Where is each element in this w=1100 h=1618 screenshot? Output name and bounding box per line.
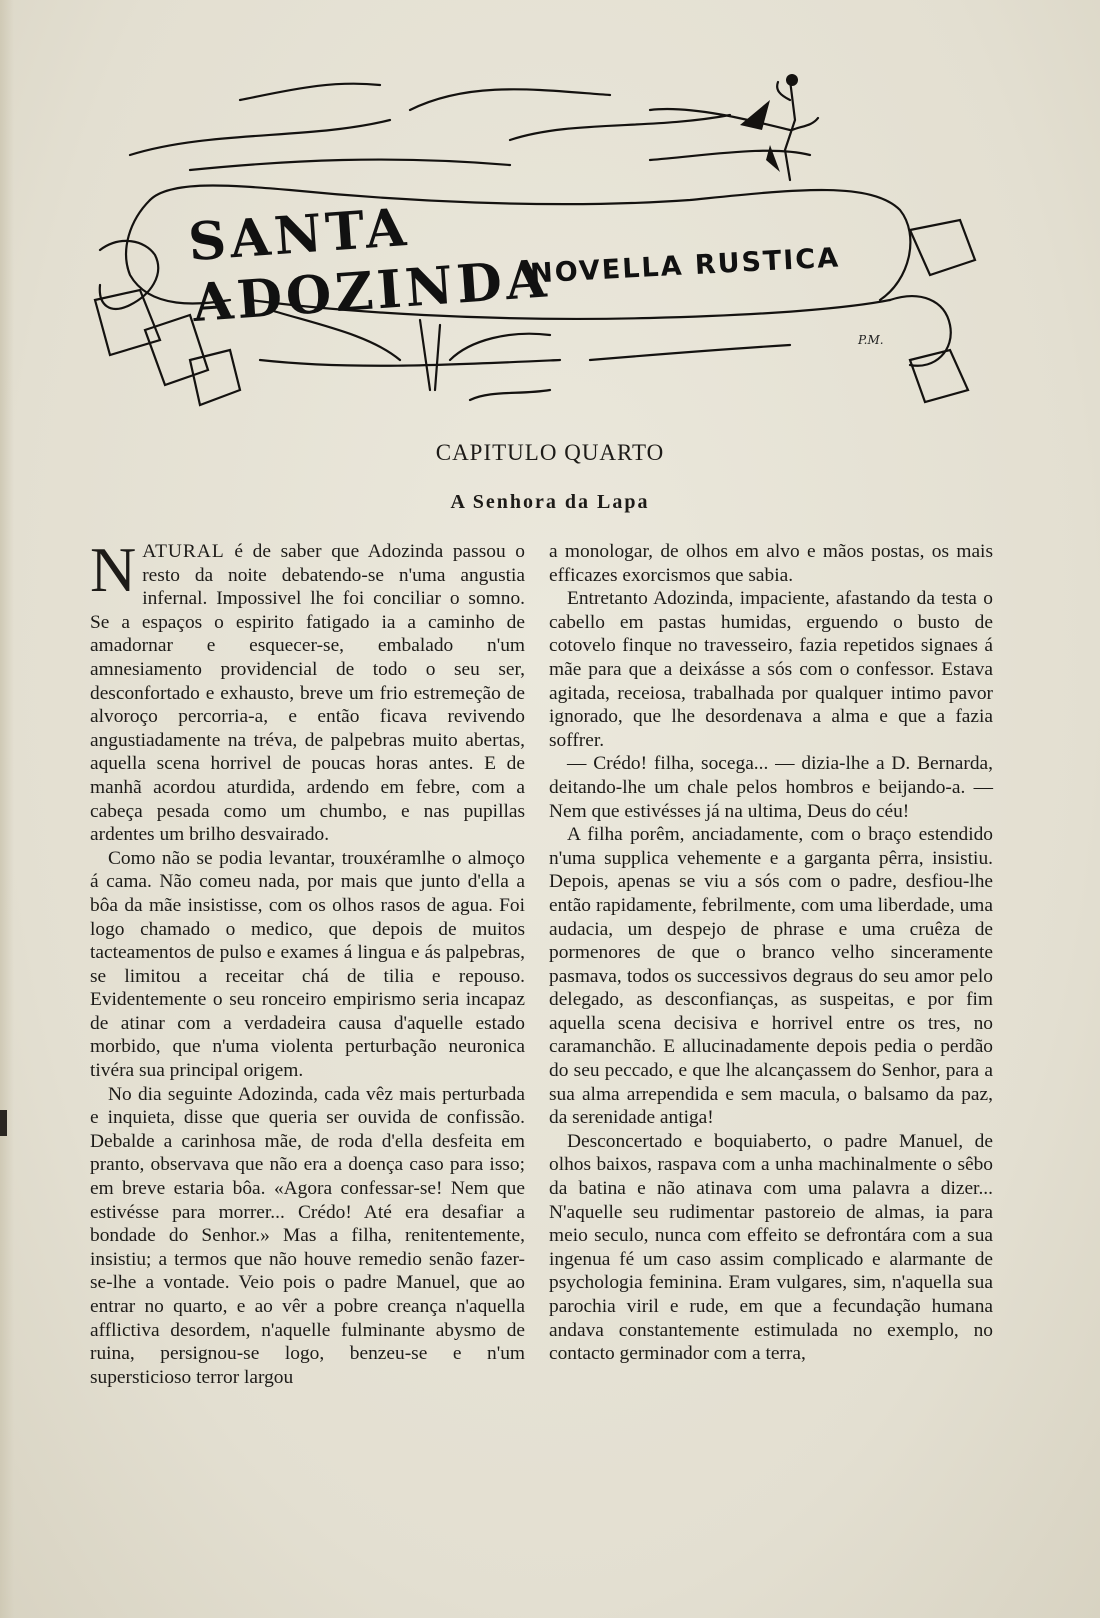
publication-subtitle: NOVELLA RUSTICA (529, 242, 841, 290)
paragraph-1 (90, 534, 525, 847)
paragraph-3: No dia seguinte Adozinda, cada vêz mais perturbada e inquieta, disse que queria ser ouvida de confissão. Debalde a carinhosa mãe, de roda d'ella desfeita em pranto, observava que não era a doença caso para isso; em breve estaria bôa. «Agora confessar-se! Nem que estivésse para morrer... Crédo! Até era desafiar a bondade do Senhor.» Mas a filha, renitentemente, insistiu; a termos que não houve remedio senão fazer-se-lhe a vontade. Veio pois o padre Manuel, que ao entrar no quarto, e ao vêr a pobre creança n'aquella afflictiva desordem, n'aquelle fulminante abysmo de ruina, persignou-se logo, benzeu-se e n'um supersticioso terror largou (90, 1083, 525, 1388)
publication-title: SANTA ADOZINDA (186, 196, 553, 335)
artist-signature: P.M. (858, 333, 884, 347)
text-column-left (90, 534, 525, 1389)
paragraph-7: A filha porêm, anciadamente, com o braço estendido n'uma supplica vehemente e a garganta pêrra, insistiu. Depois, apenas se viu a sós com o padre, desfiou-lhe então rapidamente, febrilmente, com uma liberdade, uma audacia, um despejo de phrase e uma cruêza de pormenores de que o branco velho sinceramente pasmava, todos os successivos degraus do seu amor pelo delegado, as desconfianças, as suspeitas, e por fim aquella scena decisiva e horrivel entre os tres, no caramanchão. E allucinadamente depois pedia o perdão do seu peccado, e que lhe alcançassem do Senhor, para a sua alma arrependida e sem macula, o balsamo da paz, da serenidade antiga! (549, 824, 993, 1129)
drop-cap: N (90, 534, 137, 605)
text-column-right (549, 540, 993, 1366)
paragraph-5: Entretanto Adozinda, impaciente, afastando da testa o cabello em pastas humidas, erguendo o busto de cotovelo finque no travesseiro, fazia repetidos signaes á mãe para que a deixásse a sós com o confessor. Estava agitada, receiosa, trabalhada por qualquer intimo pavor ignorado, que lhe desordenava a alma e que a fazia soffrer. (549, 588, 993, 751)
first-word: ATURAL (142, 541, 225, 562)
paragraph-4: a monologar, de olhos em alvo e mãos postas, os mais efficazes exorcismos que sabia. (549, 541, 993, 586)
paragraph-2: Como não se podia levantar, trouxéramlhe o almoço á cama. Não comeu nada, por mais que junto d'ella a bôa da mãe insistisse, com os olhos rasos de agua. Foi logo chamado o medico, que depois de muitos tacteamentos de pulso e exames á lingua e ás palpebras, se limitou a receitar chá de tilia e repouso. Evidentemente o seu ronceiro empirismo seria incapaz de atinar com a verdadeira causa d'aquelle estado morbido, que n'uma violenta perturbação neuronica tivéra sua principal origem. (90, 847, 525, 1082)
paragraph-8: Desconcertado e boquiaberto, o padre Manuel, de olhos baixos, raspava com a unha machinalmente o sêbo da batina e não atinava com uma palavra a dizer... N'aquelle seu rudimentar pastoreio de almas, ia para meio seculo, nunca com effeito se defrontára com a sua ingenua fé um caso assim complicado e alarmante de psychologia feminina. Eram vulgares, sim, n'aquella sua parochia viril e rude, em que a fecundação humana andava constantemente estimulada no exemplo, no contacto germinador com a terra, (549, 1130, 993, 1365)
chapter-subheading: A Senhora da Lapa (450, 491, 650, 513)
edge-mark (0, 1110, 7, 1136)
paragraph-6: — Crédo! filha, socega... — dizia-lhe a D. Bernarda, deitando-lhe um chale pelos hombros e beijando-a. — Nem que estivésses já na ultima, Deus do céu! (549, 753, 993, 822)
page-edge (0, 0, 14, 1618)
chapter-heading: CAPITULO QUARTO (435, 440, 665, 465)
paragraph-1-text: é de saber que Adozinda passou o resto da noite debatendo-se n'uma angustia infernal. Impossivel lhe foi conciliar o somno. Se a espaços o espirito fatigado ia a caminho de amadornar e esquecer-se, embalado n'um amnesiamento providencial de todo o seu ser, desconfortado e exhausto, breve um frio estremeção de alvoroço percorria-a, e então ficava revivendo angustiadamente na tréva, de palpebras muito abertas, aquella scena horrivel de poucas horas antes. E de manhã acordou aturdida, ardendo em febre, com a cabeça pesada como um chumbo, e nas pupillas ardentes um brilho desvairado. (90, 541, 525, 846)
